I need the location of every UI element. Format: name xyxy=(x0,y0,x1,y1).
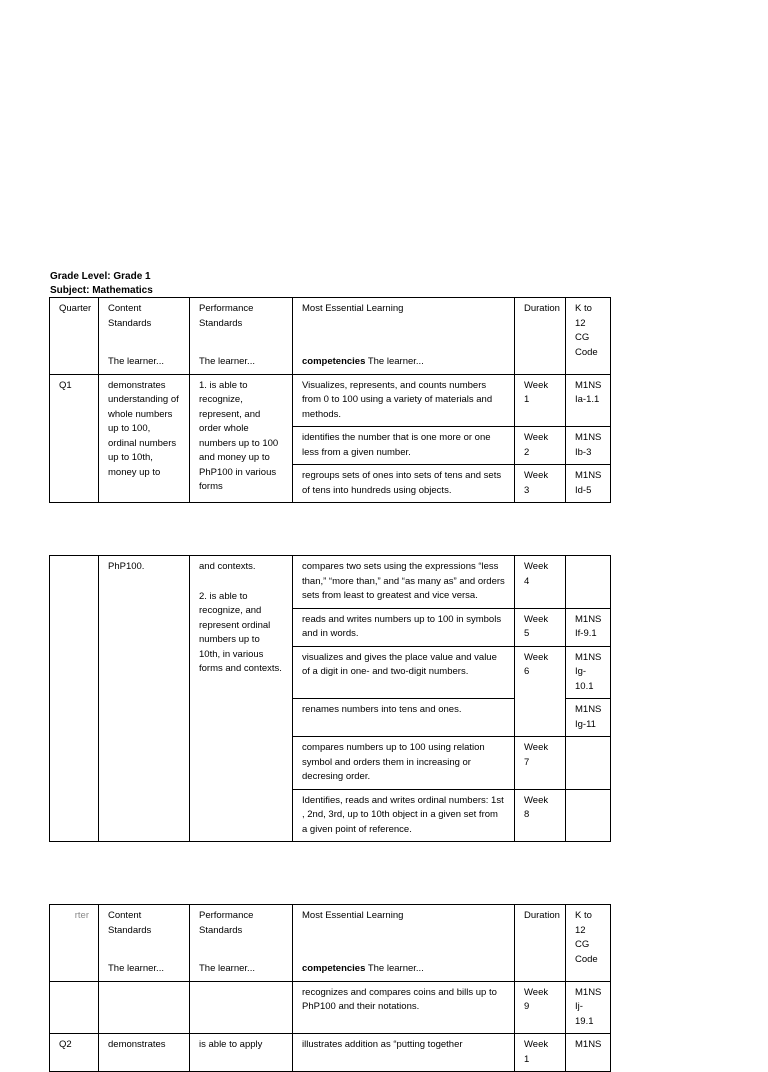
duration-cell: Week 3 xyxy=(515,465,566,503)
mel-learner xyxy=(293,942,515,981)
code-cell xyxy=(566,556,611,609)
performance-standard-cell xyxy=(190,981,293,1034)
performance-text-a: and contexts. xyxy=(199,561,256,572)
col-kto12: K to 12 CG Code xyxy=(566,905,611,982)
mel-cell: Visualizes, represents, and counts numbers from 0 to 100 using a variety of materials and methods. xyxy=(293,374,515,427)
content-standard-cell: demonstrates understanding of whole numbers up to 100, ordinal numbers up to 10th, money up to xyxy=(99,374,190,503)
subject: Subject: Mathematics xyxy=(50,285,153,296)
table-row xyxy=(50,556,611,609)
header-row xyxy=(50,298,611,336)
duration-cell: Week 1 xyxy=(515,1034,566,1072)
col-performance-standards: Performance Standards xyxy=(190,905,293,943)
duration-cell: Week 8 xyxy=(515,789,566,842)
header-row xyxy=(50,905,611,943)
code-cell: M1NS Ij-19.1 xyxy=(566,981,611,1034)
mel-cell: visualizes and gives the place value and value of a digit in one- and two-digit numbers. xyxy=(293,646,515,699)
performance-standard-cell: is able to apply xyxy=(190,1034,293,1072)
mel-learner xyxy=(293,335,515,374)
code-cell xyxy=(566,737,611,790)
curriculum-table-q1 xyxy=(49,297,611,503)
table-row xyxy=(50,374,611,427)
col-performance-standards: Performance Standards xyxy=(190,298,293,336)
mel-cell: compares numbers up to 100 using relation symbol and orders them in increasing or decresing order. xyxy=(293,737,515,790)
code-cell: M1NS If-9.1 xyxy=(566,608,611,646)
duration-cell: Week 9 xyxy=(515,981,566,1034)
col-content-standards: Content Standards xyxy=(99,905,190,943)
content-learner: The learner... xyxy=(99,942,190,981)
mel-cell: Identifies, reads and writes ordinal numbers: 1st , 2nd, 3rd, up to 10th object in a given set from a given point of reference. xyxy=(293,789,515,842)
code-cell: M1NS xyxy=(566,1034,611,1072)
grade-level: Grade Level: Grade 1 xyxy=(50,271,151,282)
content-standard-cell: demonstrates xyxy=(99,1034,190,1072)
code-cell: M1NS Ig-10.1 xyxy=(566,646,611,699)
performance-standard-cell xyxy=(190,556,293,842)
duration-cell: Week 7 xyxy=(515,737,566,790)
duration-cell: Week 4 xyxy=(515,556,566,609)
col-quarter: Quarter xyxy=(50,298,99,375)
competencies-learner: The learner... xyxy=(367,963,424,974)
table-row xyxy=(50,981,611,1034)
mel-cell: identifies the number that is one more or one less from a given number. xyxy=(293,427,515,465)
col-kto12: K to 12 CG Code xyxy=(566,298,611,375)
quarter-cell: Q2 xyxy=(50,1034,99,1072)
competencies-label: competencies xyxy=(302,356,366,367)
duration-cell: Week 1 xyxy=(515,374,566,427)
code-cell: M1NS Ib-3 xyxy=(566,427,611,465)
duration-cell: Week 5 xyxy=(515,608,566,646)
col-duration: Duration xyxy=(515,905,566,982)
quarter-cell xyxy=(50,556,99,842)
col-content-standards: Content Standards xyxy=(99,298,190,336)
content-learner: The learner... xyxy=(99,335,190,374)
quarter-cell: Q1 xyxy=(50,374,99,503)
mel-cell: renames numbers into tens and ones. xyxy=(293,699,515,737)
quarter-cell xyxy=(50,981,99,1034)
mel-cell: recognizes and compares coins and bills up to PhP100 and their notations. xyxy=(293,981,515,1034)
code-cell xyxy=(566,789,611,842)
competencies-label: competencies xyxy=(302,963,366,974)
mel-cell: compares two sets using the expressions “less than,” “more than,” and “as many as” and orders sets from least to greatest and vice versa. xyxy=(293,556,515,609)
performance-standard-cell: 1. is able to recognize, represent, and order whole numbers up to 100 and money up to PhP100 in various forms xyxy=(190,374,293,503)
col-mel: Most Essential Learning xyxy=(293,905,515,943)
table-row xyxy=(50,1034,611,1072)
content-standard-cell: PhP100. xyxy=(99,556,190,842)
curriculum-table-q1-continued xyxy=(49,555,611,842)
duration-cell: Week 2 xyxy=(515,427,566,465)
mel-cell: regroups sets of ones into sets of tens and sets of tens into hundreds using objects. xyxy=(293,465,515,503)
code-cell: M1NS Id-5 xyxy=(566,465,611,503)
duration-cell: Week 6 xyxy=(515,646,566,737)
col-mel: Most Essential Learning xyxy=(293,298,515,336)
code-cell: M1NS Ig-11 xyxy=(566,699,611,737)
mel-cell: reads and writes numbers up to 100 in symbols and in words. xyxy=(293,608,515,646)
mel-cell: illustrates addition as “putting together xyxy=(293,1034,515,1072)
performance-text-b: 2. is able to recognize, and represent ordinal numbers up to 10th, in various forms and contexts. xyxy=(199,590,282,674)
col-duration: Duration xyxy=(515,298,566,375)
col-quarter: rter xyxy=(50,905,99,982)
content-standard-cell xyxy=(99,981,190,1034)
competencies-learner: The learner... xyxy=(367,356,424,367)
performance-learner: The learner... xyxy=(190,942,293,981)
curriculum-table-q2 xyxy=(49,904,611,1072)
performance-learner: The learner... xyxy=(190,335,293,374)
code-cell: M1NS Ia-1.1 xyxy=(566,374,611,427)
